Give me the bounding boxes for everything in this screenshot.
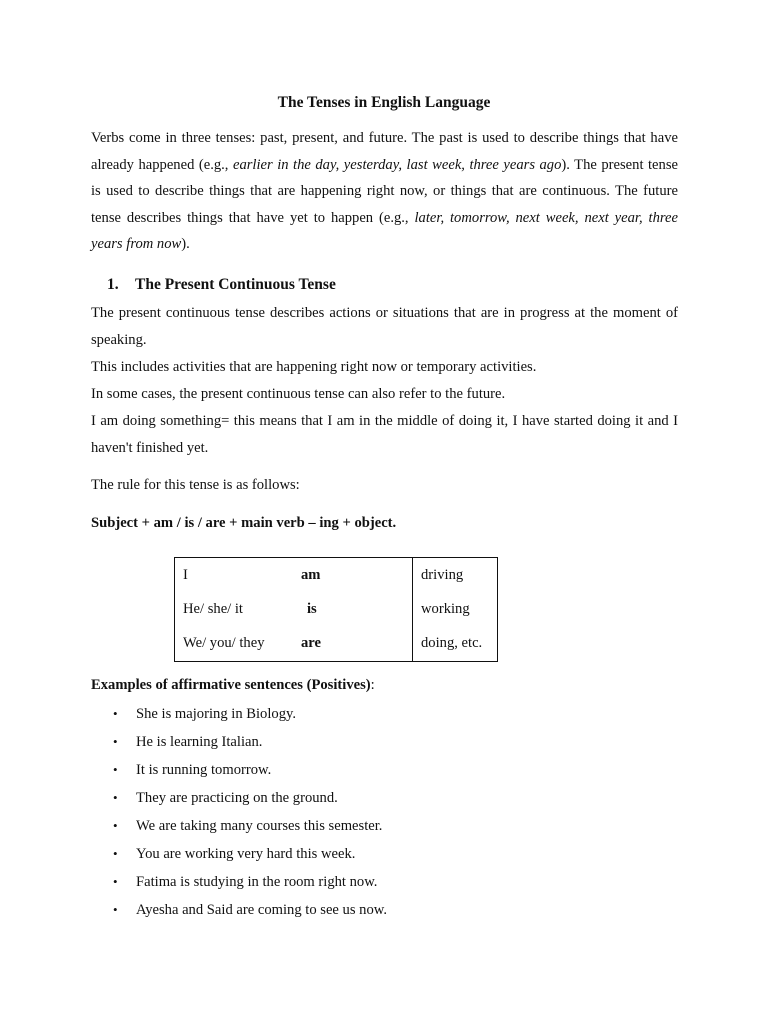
section-body (91, 300, 678, 462)
bullet-icon: • (113, 790, 118, 805)
body-paragraph: In some cases, the present continuous tense can also refer to the future. (91, 386, 506, 402)
section-heading-text: The Present Continuous Tense (135, 276, 336, 293)
intro-text-1: Verbs come in three tenses: past, present, and future. The past is used to describe things that have already happened (e.g., (91, 130, 678, 173)
intro-past-examples: earlier in the day, yesterday, last week, three years ago (232, 156, 562, 173)
intro-future-examples: later, tomorrow, next week, next year, three years from now (91, 209, 678, 252)
subject-cell: I (183, 566, 188, 583)
auxiliary-cell: are (293, 627, 413, 662)
table-row (175, 558, 498, 593)
document-title: The Tenses in English Language (277, 94, 491, 111)
example-sentence: They are practicing on the ground. (136, 790, 338, 806)
table-row (175, 627, 498, 662)
bullet-icon: • (113, 874, 118, 889)
tense-formula: Subject + am / is / are + main verb – ing + object. (91, 515, 397, 531)
list-item (91, 784, 387, 812)
example-sentence: She is majoring in Biology. (136, 706, 296, 722)
section-heading (107, 276, 336, 294)
examples-heading (91, 677, 375, 694)
conjugation-table (174, 557, 498, 662)
examples-heading-colon: : (370, 677, 375, 693)
section-number: 1. (107, 276, 119, 293)
subject-cell: We/ you/ they (183, 635, 265, 652)
list-item (91, 896, 387, 924)
example-sentence: We are taking many courses this semester. (136, 818, 383, 834)
list-item (91, 756, 387, 784)
examples-heading-text: Examples of affirmative sentences (Positives) (91, 677, 371, 693)
example-sentence: He is learning Italian. (136, 734, 263, 750)
list-item (91, 700, 387, 728)
examples-list (91, 700, 387, 924)
list-item (91, 840, 387, 868)
list-item (91, 728, 387, 756)
bullet-icon: • (113, 846, 118, 861)
list-item (91, 868, 387, 896)
bullet-icon: • (113, 706, 118, 721)
example-sentence: Fatima is studying in the room right now. (136, 874, 378, 890)
intro-paragraph (91, 125, 678, 258)
example-sentence: Ayesha and Said are coming to see us now. (136, 902, 388, 918)
verb-cell: driving (421, 566, 464, 583)
bullet-icon: • (113, 762, 118, 777)
bullet-icon: • (113, 902, 118, 917)
example-sentence: You are working very hard this week. (136, 846, 356, 862)
list-item (91, 812, 387, 840)
table-row (175, 592, 498, 626)
bullet-icon: • (113, 818, 118, 833)
example-sentence: It is running tomorrow. (136, 762, 272, 778)
intro-text-3: ). (181, 236, 190, 252)
body-paragraph: This includes activities that are happening right now or temporary activities. (91, 359, 537, 375)
subject-cell: He/ she/ it (183, 600, 243, 617)
body-paragraph: The present continuous tense describes actions or situations that are in progress at the moment of speaking. (91, 305, 678, 348)
auxiliary-cell: is (293, 592, 413, 626)
auxiliary-cell: am (293, 558, 413, 593)
verb-cell: working (421, 600, 470, 617)
bullet-icon: • (113, 734, 118, 749)
intro-text-2: ). The present tense is used to describe things that are happening right now, or things that are continuous. The future tense describes things that have yet to happen (e.g., (91, 156, 678, 226)
verb-cell: doing, etc. (421, 635, 483, 652)
rule-intro-text: The rule for this tense is as follows: (91, 477, 300, 493)
body-paragraph: I am doing something= this means that I am in the middle of doing it, I have started doing it and I haven't finished yet. (91, 413, 678, 456)
